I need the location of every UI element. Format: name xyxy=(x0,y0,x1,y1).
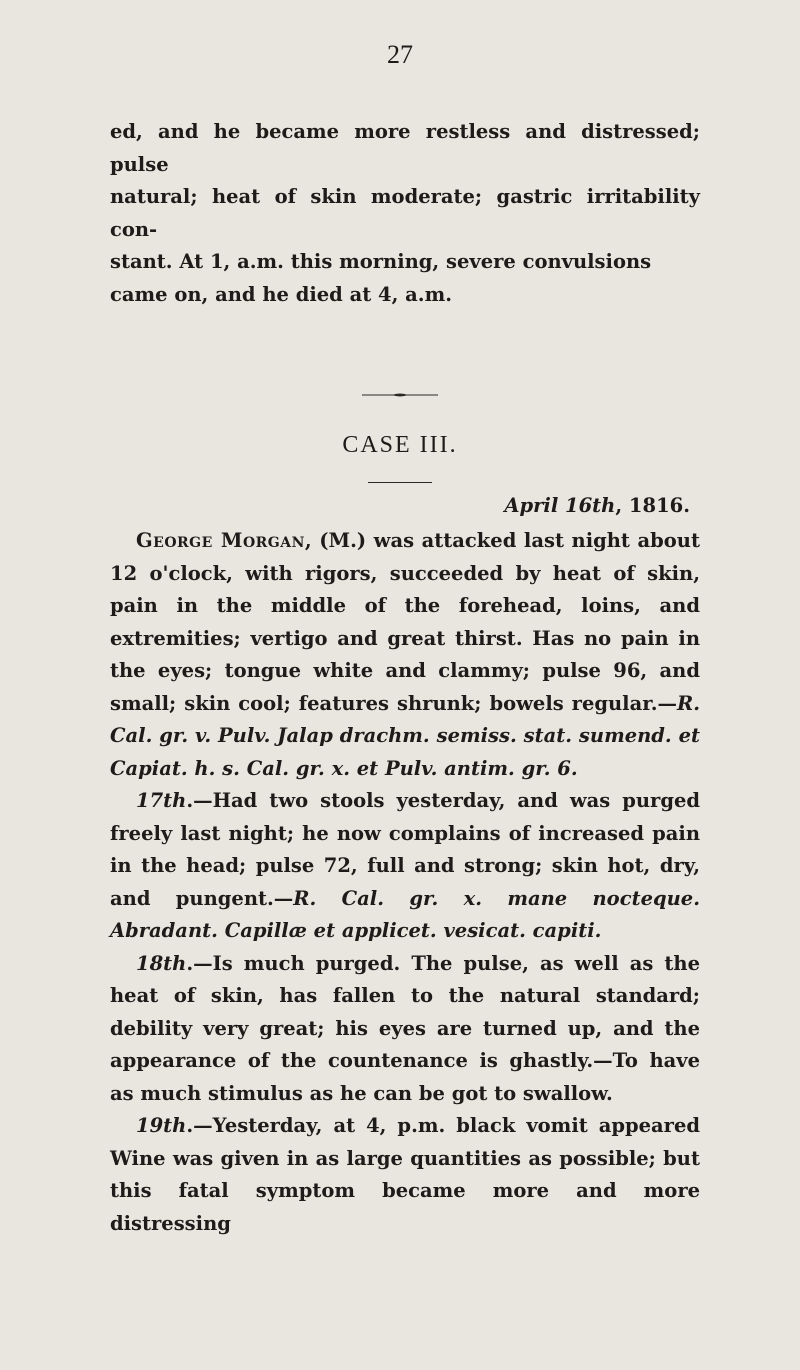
case-heading: CASE III. xyxy=(342,432,458,458)
day-label: 19th xyxy=(136,1114,187,1137)
day-label: 17th xyxy=(136,789,187,812)
date-day: 16th xyxy=(565,494,616,517)
case-notes xyxy=(110,525,700,1240)
case-date xyxy=(110,490,690,522)
day-text: .—Had two stools yesterday, and was purged freely last night; he now complains of increased pain in the head; pulse 72, full and strong; skin hot, dry, and pungent.— xyxy=(110,789,700,910)
patient-name: George Morgan xyxy=(136,529,305,552)
text-line: stant. At 1, a.m. this morning, severe convulsions xyxy=(110,250,652,273)
day-19-paragraph xyxy=(110,1110,700,1240)
text-line: ed, and he became more restless and distressed; pulse xyxy=(110,120,700,176)
text-line: natural; heat of skin moderate; gastric irritability con- xyxy=(110,185,700,241)
ornament-divider-icon xyxy=(360,392,440,398)
text-line: came on, and he died at 4, a.m. xyxy=(110,282,453,306)
continued-paragraph xyxy=(110,116,700,311)
day-text: .—Is much purged. The pulse, as well as the heat of skin, has fallen to the natural standard; debility very great; his eyes are turned up, and the appearance of the countenance is ghastly.—To have as much stimulus as he can be got to swallow. xyxy=(110,951,700,1105)
prescription-text: R. Cal. gr. v. Pulv. Jalap drachm. semiss. stat. sumend. et Capiat. h. s. Cal. gr. x. et Pulv. antim. gr. 6. xyxy=(110,691,700,780)
prescription-text: R. Cal. gr. x. mane nocteque. Abradant. Capillæ et applicet. vesicat. capiti. xyxy=(110,886,700,942)
day-17-paragraph xyxy=(110,785,700,948)
admission-paragraph xyxy=(110,525,700,785)
day-text: .—Yesterday, at 4, p.m. black vomit appeared Wine was given in as large quantities as possible; but this fatal symptom became more and more distressing xyxy=(110,1114,700,1235)
date-month: April xyxy=(504,494,559,517)
admission-text: , (M.) was attacked last night about 12 o'clock, with rigors, succeeded by heat of skin, pain in the middle of the forehead, loins, and extremities; vertigo and great thirst. Has no pain in the eyes; tongue white and clammy; pulse 96, and small; skin cool; features shrunk; bowels regular.— xyxy=(110,529,700,715)
page-number: 27 xyxy=(387,40,413,69)
day-18-paragraph xyxy=(110,948,700,1111)
date-year: , 1816. xyxy=(615,494,690,517)
heading-rule xyxy=(368,482,432,483)
day-label: 18th xyxy=(136,951,187,975)
